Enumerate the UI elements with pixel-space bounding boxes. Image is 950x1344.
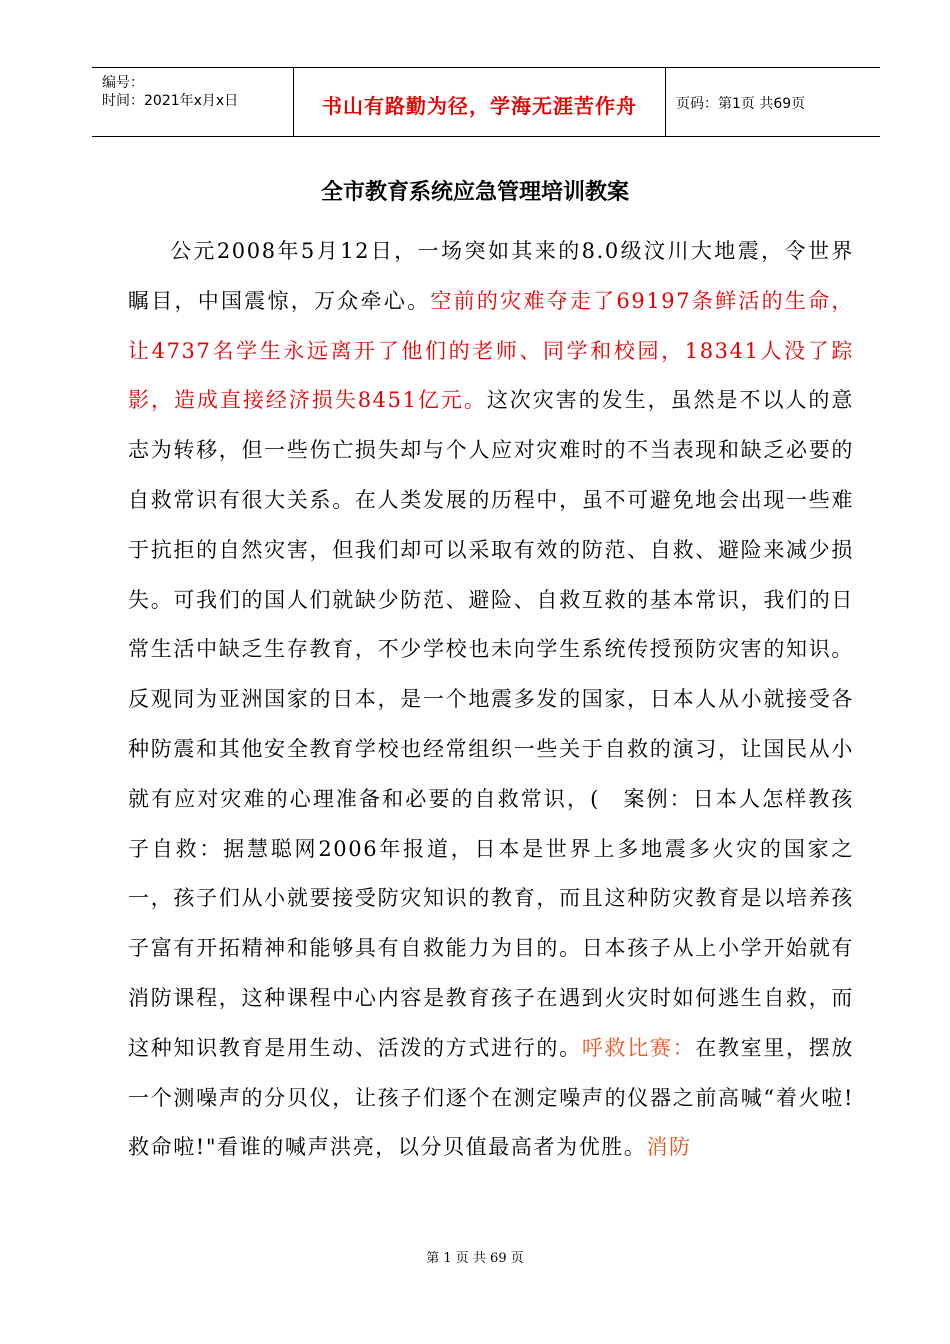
paragraph-text: 这次灾害的发生，虽然是不以人的意志为转移，但一些伤亡损失却与个人应对灾难时的不当表现和缺乏必要的自救常识有很大关系。在人类发展的历程中，虽不可避免地会出现一些难于抗拒的自然灾害，但我们却可以采取有效的防范、自救、避险来减少损失。可我们的国人们就缺少防范、避险、自救互救的基本常识，我们的日常生活中缺乏生存教育，不少学校也未向学生系统传授预防灾害的知识。反观同为亚洲国家的日本，是一个地震多发的国家，日本人从小就接受各种防震和其他安全教育学校也经常组织一些关于自救的演习，让国民从小就有应对灾难的心理准备和必要的自救常识，( 案例：日本人怎样教孩子自救：据慧聪网2006年报道，日本是世界上多地震多火灾的国家之一，孩子们从小就要接受防灾知识的教育，而且这种防灾教育是以培养孩子富有开拓精神和能够具有自救能力为目的。日本孩子从上小学开始就有消防课程，这种课程中心内容是教育孩子在遇到火灾时如何逃生自救，而这种知识教育是用生动、活泼的方式进行的。 (128, 388, 854, 1060)
motto-text: 书山有路勤为径，学海无涯苦作舟 (322, 94, 637, 118)
highlighted-statistics: 空前的灾难夺走了69197条鲜活的生命，让4737名学生永远离开了他们的老师、同学和校园，18341人没了踪影，造成直接经济损失8451亿元。 (128, 288, 854, 413)
header-page-info: 页码：第1页 共69页 (676, 96, 806, 112)
document-title: 全市教育系统应急管理培训教案 (320, 179, 629, 205)
page-footer: 第 1 页 共 69 页 (426, 1251, 524, 1266)
paragraph-text: 公元2008年5月12日，一场突如其来的8.0级汶川大地震，令世界瞩目，中国震惊，万众牵心。 (128, 239, 854, 313)
document-number: 编号： (102, 75, 144, 91)
document-time: 时间：2021年x月x日 (102, 93, 239, 109)
body-paragraph (128, 227, 854, 1173)
highlighted-heading: 呼救比赛： (581, 1035, 696, 1060)
header-meta-cell (92, 68, 294, 136)
highlighted-heading: 消防 (646, 1135, 692, 1160)
paragraph-text: 在教室里，摆放一个测噪声的分贝仪，让孩子们逐个在测定噪声的仪器之前高喊“着火啦!救命啦!"看谁的喊声洪亮，以分贝值最高者为优胜。 (128, 1035, 855, 1160)
header-page-cell (666, 68, 880, 136)
header-motto-cell (294, 68, 666, 136)
document-header (92, 67, 880, 137)
